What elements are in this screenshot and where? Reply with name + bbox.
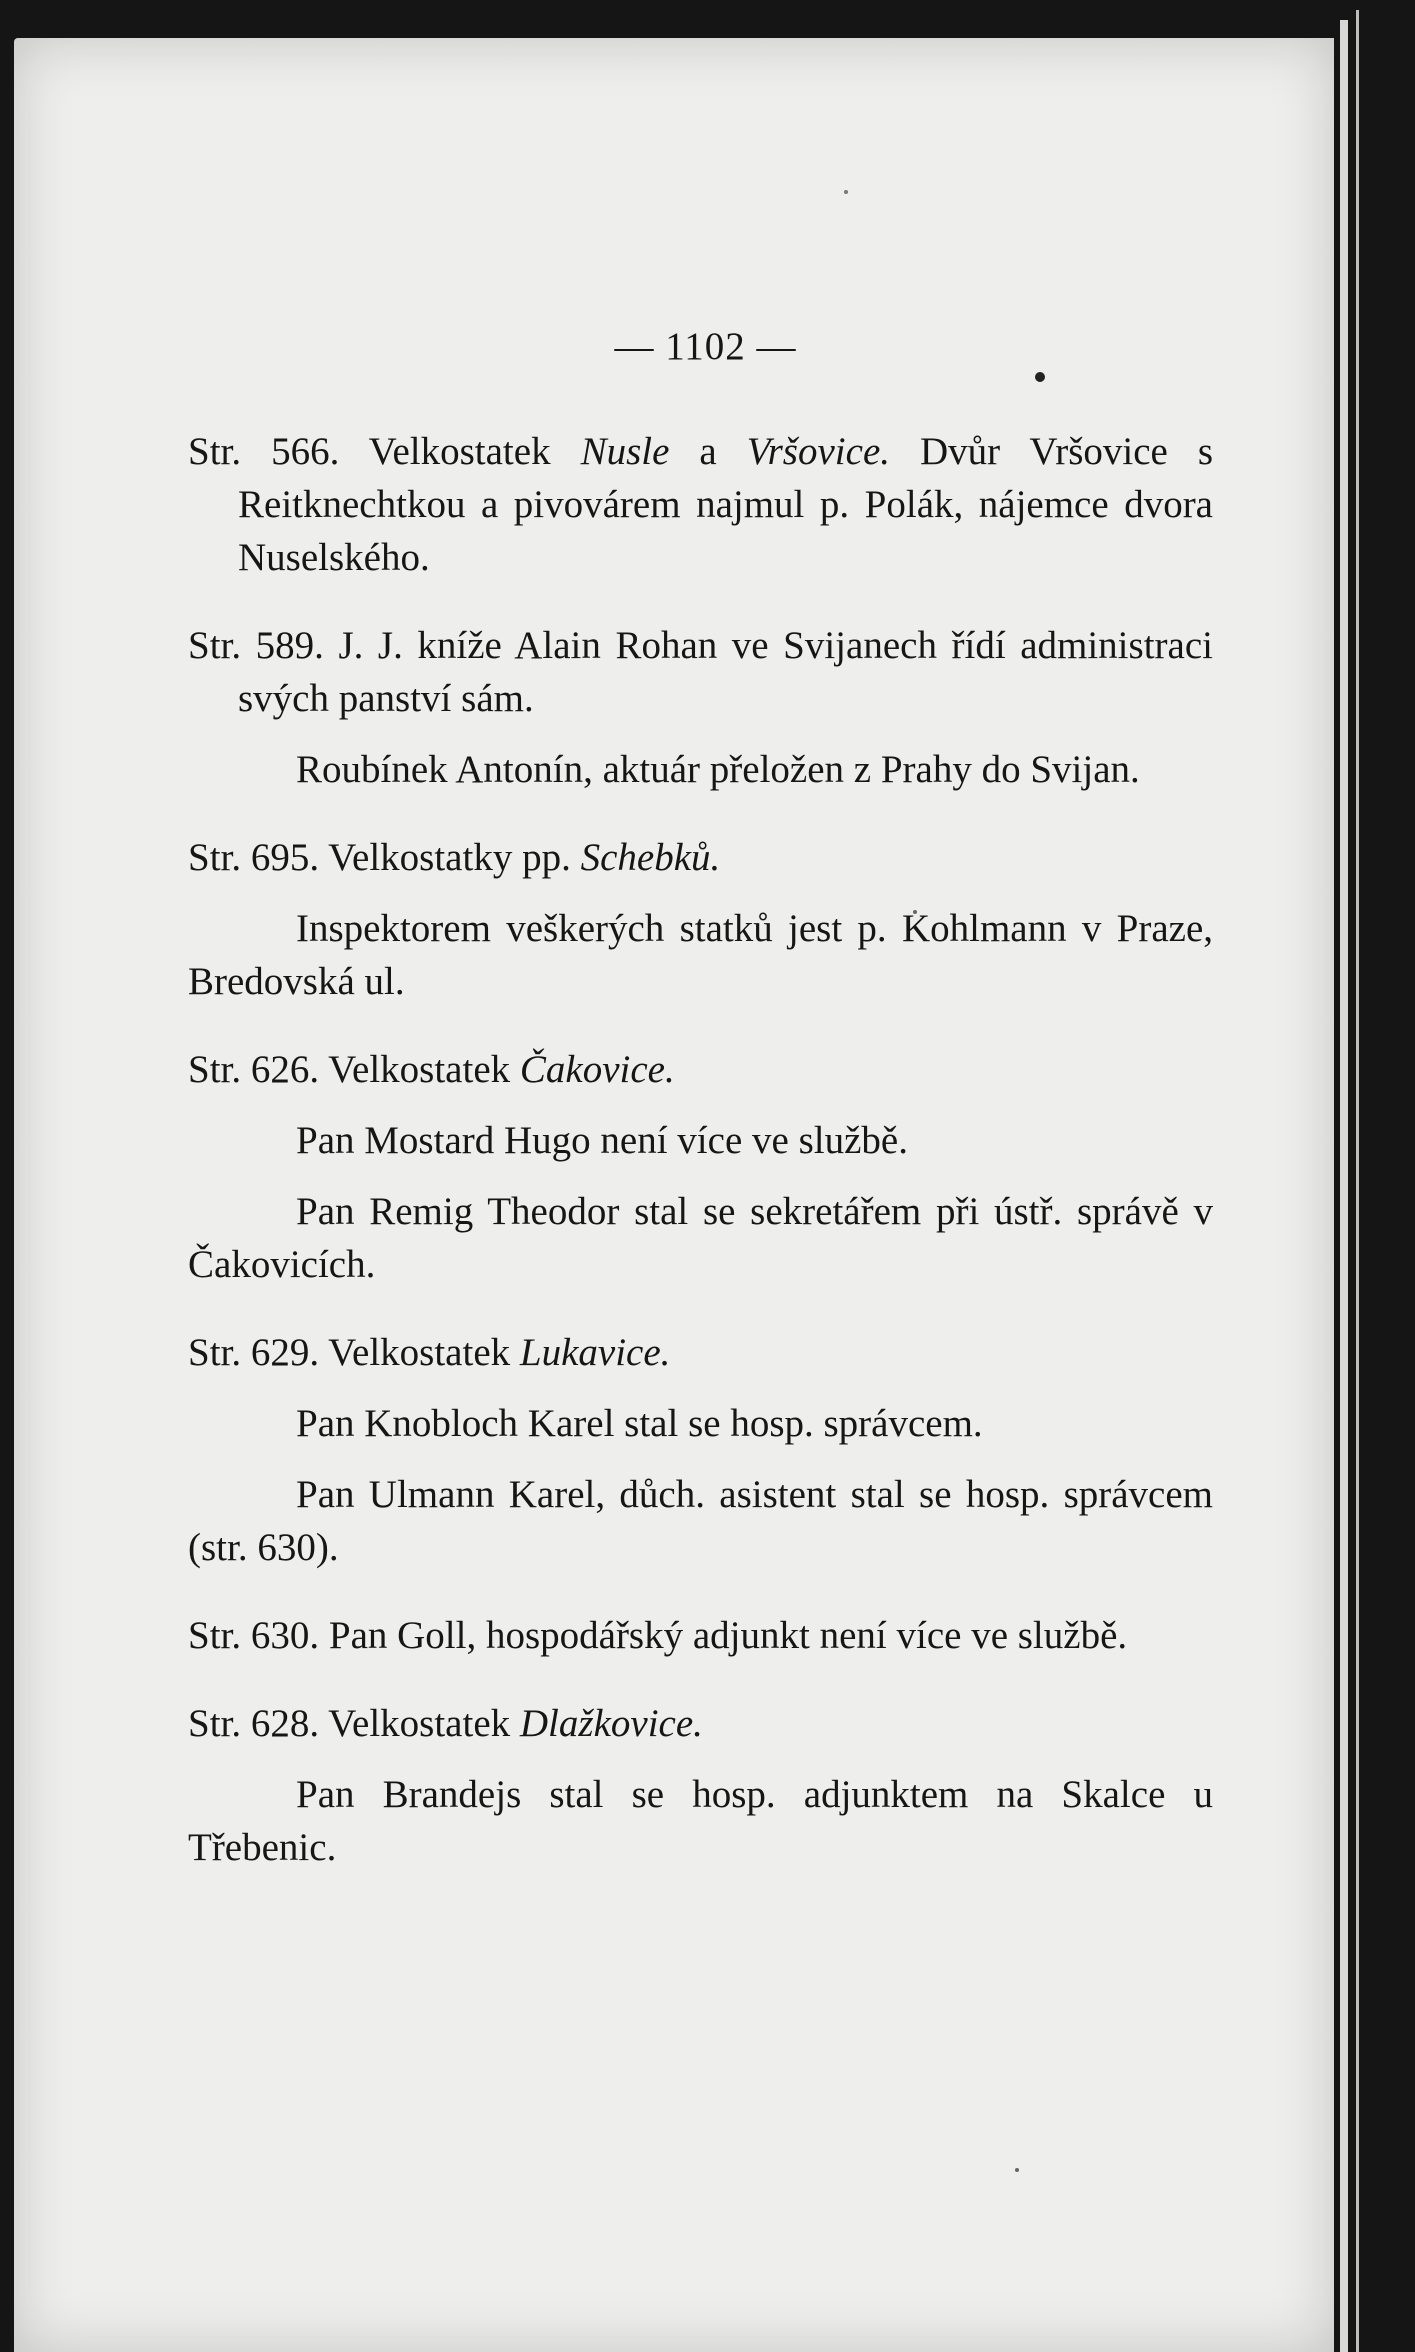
- entry-label: Str. 589.: [188, 624, 324, 667]
- entry-paragraph: Pan Brandejs stal se hosp. adjunktem na Skalce u Třebenic.: [188, 1773, 1213, 1869]
- entry-heading: [188, 1697, 1213, 1750]
- document-body: [188, 320, 1213, 1909]
- estate-name: Čakovice.: [519, 1048, 675, 1091]
- estate-name: Vršovice.: [746, 430, 891, 473]
- estate-name: Lukavice.: [519, 1331, 671, 1374]
- entry-heading: [188, 1043, 1213, 1096]
- entry-paragraph: Inspektorem veškerých statků jest p. Kohlmann v Praze, Bredovská ul.: [188, 907, 1213, 1003]
- entry-paragraph: Pan Mostard Hugo není více ve službě.: [296, 1119, 908, 1162]
- page-edge-line: [1356, 10, 1359, 2352]
- entry-paragraph: Pan Remig Theodor stal se sekretářem při ústř. správě v Čakovicích.: [188, 1190, 1213, 1286]
- conjunction: a: [699, 430, 717, 473]
- estate-prefix: Velkostatek: [328, 1048, 511, 1091]
- entry-text: J. J. kníže Alain Rohan ve Svijanech řídí administraci svých panství sám.: [238, 624, 1213, 720]
- estate-name: Schebků.: [580, 836, 721, 879]
- entry-paragraph: Pan Ulmann Karel, důch. asistent stal se hosp. správcem (str. 630).: [188, 1473, 1213, 1569]
- entry-str-629: [188, 1326, 1213, 1574]
- entry-paragraph: [188, 425, 1213, 584]
- estate-name: Dlažkovice.: [519, 1702, 703, 1745]
- entry-text: Dvůr Vršovice s Reitknechtkou a pivovárem najmul p. Polák, nájemce dvora Nuselského.: [238, 430, 1214, 579]
- entry-str-695: [188, 831, 1213, 1008]
- entry-label: Str. 695.: [188, 836, 320, 879]
- entry-str-566: [188, 425, 1213, 584]
- entry-str-630: [188, 1609, 1213, 1662]
- entry-str-589: [188, 619, 1213, 796]
- entry-text: Pan Goll, hospodářský adjunkt není více ve službě.: [328, 1614, 1128, 1657]
- entry-str-626: [188, 1043, 1213, 1291]
- estate-prefix: Velkostatek: [368, 430, 551, 473]
- entry-label: Str. 630.: [188, 1614, 320, 1657]
- entry-label: Str. 628.: [188, 1702, 320, 1745]
- estate-prefix: Velkostatek: [328, 1331, 511, 1374]
- entry-label: Str. 629.: [188, 1331, 320, 1374]
- ink-speck: [1015, 2168, 1019, 2172]
- entry-heading: [188, 831, 1213, 884]
- estate-prefix: Velkostatky pp.: [328, 836, 571, 879]
- estate-prefix: Velkostatek: [328, 1702, 511, 1745]
- entry-paragraph: Pan Knobloch Karel stal se hosp. správcem.: [296, 1402, 983, 1445]
- entry-label: Str. 566.: [188, 430, 340, 473]
- entry-heading: [188, 1326, 1213, 1379]
- entry-paragraph: [188, 619, 1213, 725]
- page-edge: [1340, 20, 1348, 2352]
- entry-paragraph: [188, 1609, 1213, 1662]
- page-number: — 1102 —: [614, 325, 797, 368]
- entry-str-628: [188, 1697, 1213, 1874]
- entry-label: Str. 626.: [188, 1048, 320, 1091]
- estate-name: Nusle: [580, 430, 670, 473]
- entry-paragraph: Roubínek Antonín, aktuár přeložen z Prahy do Svijan.: [296, 748, 1140, 791]
- ink-speck: [844, 190, 848, 194]
